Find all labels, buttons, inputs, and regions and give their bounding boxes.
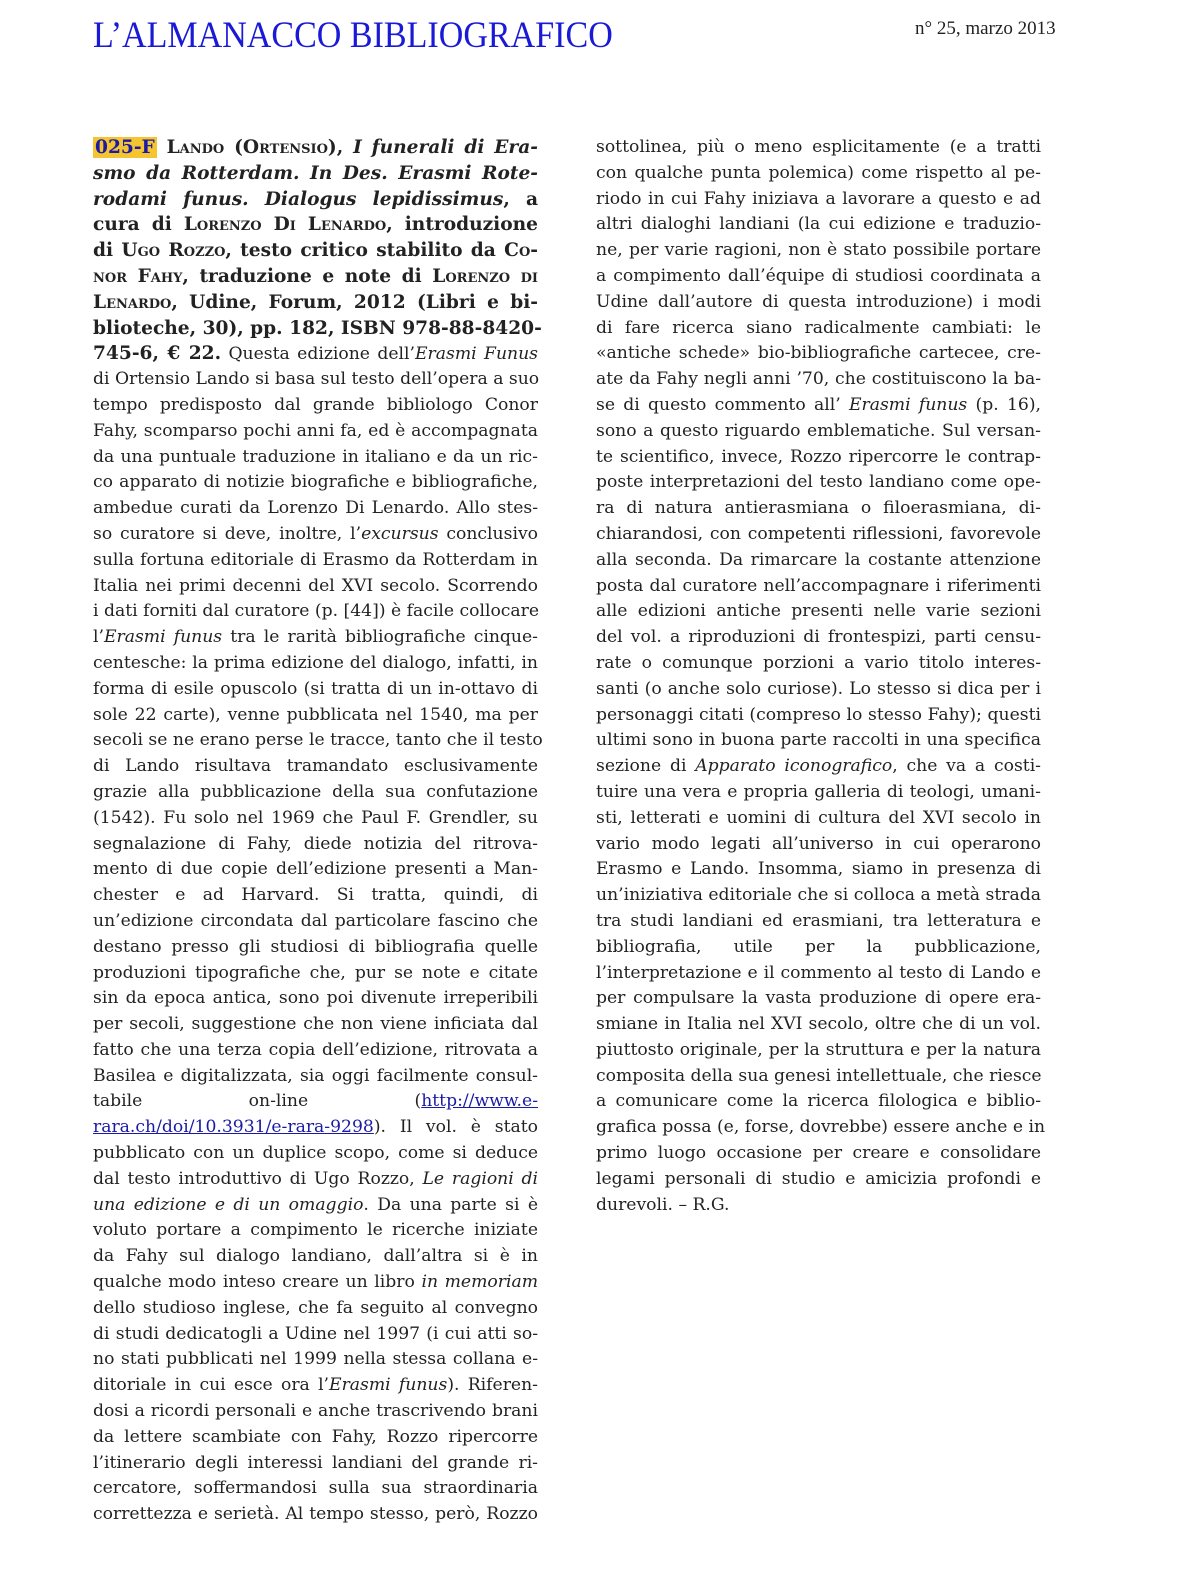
text-line: bibliografia, utile per la pubblicazione, xyxy=(596,936,1041,957)
text-line: voluto portare a compimento le ricerche iniziate xyxy=(93,1220,538,1241)
text-line: i dati forniti dal curatore (p. [44]) è facile collocare xyxy=(93,601,540,622)
text-line: ate da Fahy negli anni ’70, che costituiscono la ba- xyxy=(596,369,1041,390)
text-line: posta dal curatore nell’accompagnare i riferimenti xyxy=(596,575,1041,596)
text-line: di Ugo Rozzo, testo critico stabilito da Co- xyxy=(93,240,538,262)
text-line: durevoli. – R.G. xyxy=(596,1194,730,1215)
text-line: rodami funus. Dialogus lepidissimus, a xyxy=(93,188,538,210)
text-line: una edizione e di un omaggio. Da una parte si è xyxy=(93,1194,538,1215)
text-line: sin da epoca antica, sono poi divenute irreperibili xyxy=(93,988,538,1009)
text-line: l’itinerario degli interessi landiani del grande ri- xyxy=(93,1452,538,1473)
text-line: alle edizioni antiche presenti nelle varie sezioni xyxy=(596,601,1041,622)
text-line: altri dialoghi landiani (la cui edizione e traduzio- xyxy=(596,214,1041,235)
text-line: produzioni tipografiche che, pur se note e citate xyxy=(93,962,538,983)
text-line: di Lando risultava tramandato esclusivamente xyxy=(93,756,538,777)
text-line: a comunicare come la ricerca filologica e biblio- xyxy=(596,1091,1041,1112)
text-line: sulla fortuna editoriale di Erasmo da Rotterdam in xyxy=(93,549,538,570)
text-line: per compulsare la vasta produzione di opere era- xyxy=(596,988,1041,1009)
text-line: l’interpretazione e il commento al testo di Lando e xyxy=(596,962,1041,983)
e-rara-link-cont[interactable]: rara.ch/doi/10.3931/e-rara-9298 xyxy=(93,1117,374,1138)
text-line: dello studioso inglese, che fa seguito al convegno xyxy=(93,1297,538,1318)
text-line: destano presso gli studiosi di bibliografia quelle xyxy=(93,936,538,957)
text-line: (1542). Fu solo nel 1969 che Paul F. Grendler, su xyxy=(93,807,538,828)
text-line: tra studi landiani ed erasmiani, tra letteratura e xyxy=(596,910,1041,931)
text-line: piuttosto originale, per la struttura e per la natura xyxy=(596,1039,1041,1060)
text-line: rara.ch/doi/10.3931/e-rara-9298). Il vol. è stato xyxy=(93,1117,538,1138)
text-line: Fahy, scomparso pochi anni fa, ed è accompagnata xyxy=(93,420,538,441)
text-line: 025-F Lando (Ortensio), I funerali di Era- xyxy=(95,137,538,158)
text-line: te scientifico, invece, Rozzo ripercorre le contrap- xyxy=(596,446,1041,467)
text-line: rate o comunque porzioni a vario titolo interes- xyxy=(596,652,1041,673)
entry-tag: 025-F xyxy=(95,137,155,158)
text-line: ambedue curati da Lorenzo Di Lenardo. Allo stes- xyxy=(93,498,538,519)
text-line: del vol. a riproduzioni di frontespizi, parti censu- xyxy=(596,627,1041,648)
text-line: sti, letterati e uomini di cultura del XVI secolo in xyxy=(596,807,1041,828)
text-line: legami personali di studio e amicizia profondi e xyxy=(596,1168,1041,1189)
right-column xyxy=(596,135,1046,1218)
text-line: cercatore, soffermandosi sulla sua straordinaria xyxy=(93,1478,538,1499)
text-line: segnalazione di Fahy, diede notizia del ritrova- xyxy=(93,833,538,854)
text-line: da lettere scambiate con Fahy, Rozzo ripercorre xyxy=(93,1426,538,1447)
text-line: co apparato di notizie biografiche e bibliografiche, xyxy=(93,472,538,493)
text-line: tabile on-line (http://www.e- xyxy=(93,1091,538,1112)
text-line: composita della sua genesi intellettuale, che riesce xyxy=(596,1065,1042,1086)
text-line: secoli se ne erano perse le tracce, tanto che il testo xyxy=(93,730,543,751)
text-line: «antiche schede» bio-bibliografiche cartecee, cre- xyxy=(596,343,1041,364)
text-line: smo da Rotterdam. In Des. Erasmi Rote- xyxy=(93,162,538,184)
text-line: sottolinea, più o meno esplicitamente (e a tratti xyxy=(596,137,1041,157)
text-line: personaggi citati (compreso lo stesso Fahy); questi xyxy=(596,704,1041,725)
text-line: sono a questo riguardo emblematiche. Sul versan- xyxy=(596,420,1041,441)
text-line: chester e ad Harvard. Si tratta, quindi, di xyxy=(93,885,538,906)
text-line: riodo in cui Fahy iniziava a lavorare a questo e ad xyxy=(596,188,1041,209)
issue-date: n° 25, marzo 2013 xyxy=(915,18,1056,39)
text-line: tempo predisposto dal grande bibliologo Conor xyxy=(93,394,538,415)
text-line: Italia nei primi decenni del XVI secolo. Scorrendo xyxy=(93,575,538,596)
e-rara-link[interactable]: http://www.e- xyxy=(421,1091,538,1112)
text-line: grazie alla pubblicazione della sua confutazione xyxy=(93,781,538,802)
text-line: dal testo introduttivo di Ugo Rozzo, Le ragioni di xyxy=(93,1168,539,1189)
text-line: di studi dedicatogli a Udine nel 1997 (i cui atti so- xyxy=(93,1323,538,1344)
text-line: a compimento dall’équipe di studiosi coordinata a xyxy=(596,265,1041,286)
text-line: vario modo legati all’universo in cui operarono xyxy=(596,833,1041,854)
text-line: nor Fahy, traduzione e note di Lorenzo di xyxy=(93,265,538,287)
text-line: Basilea e digitalizzata, sia oggi facilmente consul- xyxy=(93,1065,538,1086)
text-line: un’edizione circondata dal particolare fascino che xyxy=(93,910,538,931)
text-line: se di questo commento all’ Erasmi funus (p. 16), xyxy=(596,394,1042,415)
text-line: no stati pubblicati nel 1999 nella stessa collana e- xyxy=(93,1349,538,1370)
text-line: Lenardo, Udine, Forum, 2012 (Libri e bi- xyxy=(93,291,538,313)
text-line: forma di esile opuscolo (si tratta di un in-ottavo di xyxy=(93,678,538,699)
text-line: chiarandosi, con competenti riflessioni, favorevole xyxy=(596,523,1041,544)
text-line: santi (o anche solo curiose). Lo stesso si dica per i xyxy=(596,678,1041,699)
text-line: Erasmo e Lando. Insomma, siamo in presenza di xyxy=(596,859,1041,880)
text-line: di Ortensio Lando si basa sul testo dell’opera a suo xyxy=(93,369,540,390)
text-line: per secoli, suggestione che non viene inficiata dal xyxy=(93,1014,538,1035)
text-line: da una puntuale traduzione in italiano e da un ric- xyxy=(93,446,538,467)
text-line: un’iniziativa editoriale che si colloca a metà strada xyxy=(596,885,1041,906)
text-line: grafica possa (e, forse, dovrebbe) essere anche e in xyxy=(596,1117,1046,1138)
text-line: cura di Lorenzo Di Lenardo, introduzione xyxy=(93,214,538,236)
text-line: da Fahy sul dialogo landiano, dall’altra si è in xyxy=(93,1246,538,1267)
text-line: Udine dall’autore di questa introduzione) i modi xyxy=(596,291,1041,312)
text-line: alla seconda. Da rimarcare la costante attenzione xyxy=(596,549,1041,570)
text-line: sezione di Apparato iconografico, che va a costi- xyxy=(596,756,1041,777)
text-line: mento di due copie dell’edizione presenti a Man- xyxy=(93,859,538,880)
text-line: blioteche, 30), pp. 182, ISBN 978-88-8420- xyxy=(93,317,542,339)
left-column xyxy=(93,135,543,1528)
text-line: qualche modo inteso creare un libro in memoriam xyxy=(93,1272,538,1293)
text-line: pubblicato con un duplice scopo, come si deduce xyxy=(93,1143,538,1164)
text-line: ditoriale in cui esce ora l’Erasmi funus). Riferen- xyxy=(93,1375,538,1396)
text-line: ne, per varie ragioni, non è stato possibile portare xyxy=(596,240,1041,261)
text-line: poste interpretazioni del testo landiano come ope- xyxy=(596,472,1041,493)
text-line: 745-6, € 22. Questa edizione dell’Erasmi Funus xyxy=(93,343,538,365)
text-line: ultimi sono in buona parte raccolti in una specifica xyxy=(596,730,1041,751)
text-line: con qualche punta polemica) come rispetto al pe- xyxy=(596,162,1041,183)
text-line: so curatore si deve, inoltre, l’excursus conclusivo xyxy=(93,523,538,544)
text-line: smiane in Italia nel XVI secolo, oltre che di un vol. xyxy=(596,1014,1041,1035)
text-line: l’Erasmi funus tra le rarità bibliografiche cinque- xyxy=(93,627,538,648)
text-line: correttezza e serietà. Al tempo stesso, però, Rozzo xyxy=(93,1504,538,1525)
text-line: centesche: la prima edizione del dialogo, infatti, in xyxy=(93,652,538,673)
text-line: primo luogo occasione per creare e consolidare xyxy=(596,1143,1041,1164)
text-line: di fare ricerca siano radicalmente cambiati: le xyxy=(596,317,1041,338)
text-line: fatto che una terza copia dell’edizione, ritrovata a xyxy=(93,1039,538,1060)
text-line: sole 22 carte), venne pubblicata nel 1540, ma per xyxy=(93,704,538,725)
text-line: tuire una vera e propria galleria di teologi, umani- xyxy=(596,781,1041,802)
text-line: ra di natura antierasmiana o filoerasmiana, di- xyxy=(596,498,1041,519)
journal-title: L’ALMANACCO BIBLIOGRAFICO xyxy=(93,15,613,56)
text-line: dosi a ricordi personali e anche trascrivendo brani xyxy=(93,1401,538,1422)
